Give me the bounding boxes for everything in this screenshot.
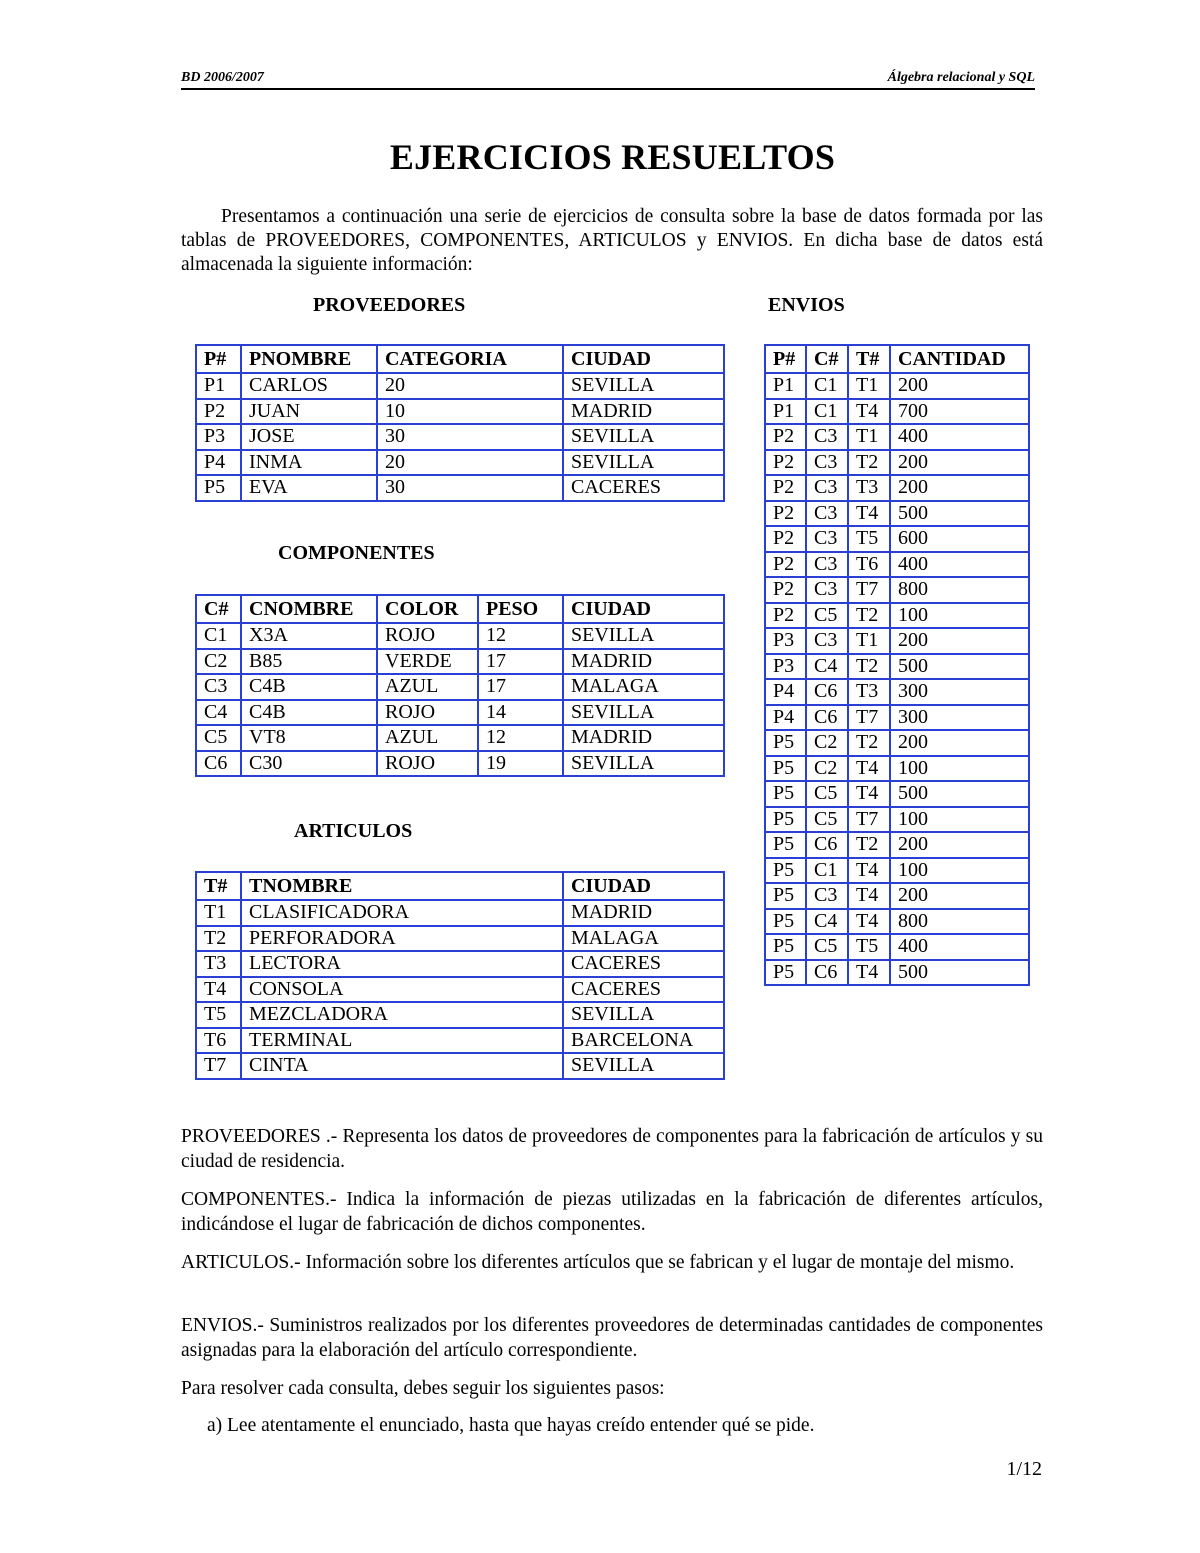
header-row <box>196 872 724 900</box>
table-cell: P5 <box>196 475 241 501</box>
table-cell: P4 <box>765 679 806 705</box>
table-cell: C3 <box>806 883 848 909</box>
table-cell: C3 <box>196 674 241 700</box>
column-header: PESO <box>478 595 563 623</box>
column-header: T# <box>196 872 241 900</box>
table-cell: P5 <box>765 807 806 833</box>
articulos-table <box>195 871 725 1080</box>
table-cell: P5 <box>765 909 806 935</box>
table-cell: 800 <box>890 909 1029 935</box>
table-cell: T4 <box>848 501 890 527</box>
table-cell: AZUL <box>377 725 478 751</box>
table-cell: 600 <box>890 526 1029 552</box>
table-cell: T1 <box>848 424 890 450</box>
table-cell: P5 <box>765 883 806 909</box>
table-cell: 17 <box>478 674 563 700</box>
column-header: CIUDAD <box>563 345 724 373</box>
table-cell: C1 <box>806 399 848 425</box>
table-cell: C3 <box>806 526 848 552</box>
table-row <box>196 977 724 1003</box>
table-cell: C2 <box>806 730 848 756</box>
table-cell: P5 <box>765 858 806 884</box>
table-cell: 100 <box>890 807 1029 833</box>
table-cell: C4B <box>241 700 377 726</box>
table-row <box>196 674 724 700</box>
table-cell: C6 <box>806 960 848 986</box>
table-cell: 30 <box>377 475 563 501</box>
table-row <box>196 725 724 751</box>
table-cell: P5 <box>765 756 806 782</box>
table-cell: VT8 <box>241 725 377 751</box>
table-cell: AZUL <box>377 674 478 700</box>
table-cell: C2 <box>806 756 848 782</box>
description-articulos: ARTICULOS.- Información sobre los diferentes artículos que se fabrican y el lugar de montaje del mismo. <box>181 1252 1015 1273</box>
table-row <box>765 883 1029 909</box>
table-row <box>196 623 724 649</box>
table-cell: 100 <box>890 756 1029 782</box>
header-row <box>196 595 724 623</box>
table-cell: C4 <box>806 654 848 680</box>
table-cell: T5 <box>848 526 890 552</box>
table-cell: P5 <box>765 730 806 756</box>
proveedores-table <box>195 344 725 502</box>
column-header: CIUDAD <box>563 595 724 623</box>
table-cell: C1 <box>806 373 848 399</box>
table-cell: 12 <box>478 725 563 751</box>
table-row <box>196 475 724 501</box>
table-cell: C3 <box>806 424 848 450</box>
table-cell: P1 <box>196 373 241 399</box>
table-cell: P3 <box>196 424 241 450</box>
table-cell: T3 <box>196 951 241 977</box>
description-componentes: COMPONENTES.- Indica la información de piezas utilizadas en la fabricación de diferentes artículos, indicándose el lugar de fabricación de dichos componentes. <box>181 1189 1043 1235</box>
table-cell: CINTA <box>241 1053 563 1079</box>
intro-paragraph: Presentamos a continuación una serie de ejercicios de consulta sobre la base de datos formada por las tablas de PROVEEDORES, COMPONENTES, ARTICULOS y ENVIOS. En dicha base de datos está almacenada la siguiente información: <box>181 206 1043 275</box>
table-cell: MADRID <box>563 900 724 926</box>
componentes-table <box>195 594 725 777</box>
table-cell: P5 <box>765 781 806 807</box>
table-row <box>196 751 724 777</box>
table-cell: ROJO <box>377 700 478 726</box>
table-cell: 17 <box>478 649 563 675</box>
table-row <box>765 909 1029 935</box>
table-cell: T4 <box>848 756 890 782</box>
table-cell: ROJO <box>377 751 478 777</box>
table-cell: P3 <box>765 628 806 654</box>
table-cell: C3 <box>806 450 848 476</box>
table-cell: C30 <box>241 751 377 777</box>
table-cell: C6 <box>196 751 241 777</box>
table-cell: 700 <box>890 399 1029 425</box>
table-cell: C5 <box>806 807 848 833</box>
table-cell: 500 <box>890 501 1029 527</box>
table-cell: TERMINAL <box>241 1028 563 1054</box>
table-cell: 300 <box>890 679 1029 705</box>
table-cell: P2 <box>196 399 241 425</box>
table-row <box>196 951 724 977</box>
table-cell: 100 <box>890 858 1029 884</box>
table-row <box>765 679 1029 705</box>
page-header <box>181 68 1035 90</box>
table-cell: T4 <box>848 883 890 909</box>
table-cell: P5 <box>765 934 806 960</box>
envios-caption: ENVIOS <box>768 294 845 316</box>
table-row <box>765 603 1029 629</box>
table-cell: P4 <box>196 450 241 476</box>
table-cell: T6 <box>848 552 890 578</box>
articulos-caption: ARTICULOS <box>294 820 413 842</box>
table-cell: 20 <box>377 373 563 399</box>
table-cell: 200 <box>890 730 1029 756</box>
table-cell: T7 <box>848 577 890 603</box>
table-row <box>765 450 1029 476</box>
table-cell: T2 <box>848 654 890 680</box>
table-row <box>765 628 1029 654</box>
table-row <box>196 373 724 399</box>
table-cell: P5 <box>765 832 806 858</box>
table-cell: 20 <box>377 450 563 476</box>
table-row <box>765 832 1029 858</box>
table-cell: C3 <box>806 552 848 578</box>
table-cell: BARCELONA <box>563 1028 724 1054</box>
table-cell: PERFORADORA <box>241 926 563 952</box>
table-cell: SEVILLA <box>563 450 724 476</box>
column-header: CATEGORIA <box>377 345 563 373</box>
column-header: CNOMBRE <box>241 595 377 623</box>
table-cell: C6 <box>806 679 848 705</box>
table-cell: 14 <box>478 700 563 726</box>
table-cell: T4 <box>848 858 890 884</box>
table-cell: SEVILLA <box>563 1002 724 1028</box>
table-cell: P3 <box>765 654 806 680</box>
column-header: PNOMBRE <box>241 345 377 373</box>
table-cell: SEVILLA <box>563 424 724 450</box>
table-row <box>196 450 724 476</box>
table-cell: T4 <box>848 960 890 986</box>
table-row <box>765 424 1029 450</box>
column-header: TNOMBRE <box>241 872 563 900</box>
table-cell: P2 <box>765 603 806 629</box>
table-cell: T5 <box>848 934 890 960</box>
header-course: BD 2006/2007 <box>181 70 264 85</box>
table-cell: T4 <box>196 977 241 1003</box>
table-row <box>196 700 724 726</box>
table-cell: C2 <box>196 649 241 675</box>
column-header: CIUDAD <box>563 872 724 900</box>
table-cell: LECTORA <box>241 951 563 977</box>
table-cell: SEVILLA <box>563 700 724 726</box>
table-cell: C4 <box>196 700 241 726</box>
table-cell: 200 <box>890 450 1029 476</box>
table-row <box>196 1002 724 1028</box>
header-topic: Álgebra relacional y SQL <box>887 70 1035 85</box>
table-cell: P2 <box>765 552 806 578</box>
table-cell: JOSE <box>241 424 377 450</box>
table-cell: EVA <box>241 475 377 501</box>
table-cell: C1 <box>806 858 848 884</box>
table-cell: T3 <box>848 679 890 705</box>
table-cell: T4 <box>848 781 890 807</box>
column-header: C# <box>196 595 241 623</box>
table-cell: T3 <box>848 475 890 501</box>
table-cell: 500 <box>890 781 1029 807</box>
table-cell: 200 <box>890 883 1029 909</box>
column-header: COLOR <box>377 595 478 623</box>
table-row <box>196 399 724 425</box>
table-cell: 500 <box>890 960 1029 986</box>
table-cell: C3 <box>806 475 848 501</box>
table-cell: T7 <box>848 705 890 731</box>
table-row <box>196 926 724 952</box>
table-cell: SEVILLA <box>563 373 724 399</box>
table-row <box>196 900 724 926</box>
table-cell: 400 <box>890 552 1029 578</box>
table-row <box>765 781 1029 807</box>
table-cell: C4 <box>806 909 848 935</box>
table-cell: CLASIFICADORA <box>241 900 563 926</box>
table-row <box>765 475 1029 501</box>
table-cell: 200 <box>890 373 1029 399</box>
table-cell: P5 <box>765 960 806 986</box>
table-cell: T4 <box>848 399 890 425</box>
step-a: a) Lee atentamente el enunciado, hasta que hayas creído entender qué se pide. <box>207 1415 815 1436</box>
table-cell: T2 <box>848 603 890 629</box>
table-cell: B85 <box>241 649 377 675</box>
envios-table <box>764 344 1030 986</box>
table-cell: SEVILLA <box>563 751 724 777</box>
table-cell: 400 <box>890 424 1029 450</box>
table-cell: P4 <box>765 705 806 731</box>
header-row <box>196 345 724 373</box>
table-row <box>765 526 1029 552</box>
table-cell: MADRID <box>563 649 724 675</box>
table-row <box>196 1053 724 1079</box>
table-cell: CACERES <box>563 977 724 1003</box>
table-cell: MADRID <box>563 399 724 425</box>
table-cell: P2 <box>765 501 806 527</box>
table-row <box>196 424 724 450</box>
column-header: C# <box>806 345 848 373</box>
table-cell: 200 <box>890 628 1029 654</box>
table-cell: P2 <box>765 450 806 476</box>
table-cell: C5 <box>806 934 848 960</box>
table-row <box>765 934 1029 960</box>
table-cell: MALAGA <box>563 674 724 700</box>
table-cell: X3A <box>241 623 377 649</box>
table-cell: C5 <box>806 781 848 807</box>
table-row <box>765 399 1029 425</box>
table-cell: VERDE <box>377 649 478 675</box>
table-cell: 12 <box>478 623 563 649</box>
table-cell: SEVILLA <box>563 623 724 649</box>
table-row <box>765 807 1029 833</box>
table-cell: T2 <box>196 926 241 952</box>
table-cell: P1 <box>765 399 806 425</box>
table-cell: ROJO <box>377 623 478 649</box>
table-cell: 100 <box>890 603 1029 629</box>
table-row <box>765 858 1029 884</box>
table-cell: CARLOS <box>241 373 377 399</box>
table-cell: 200 <box>890 832 1029 858</box>
table-cell: C6 <box>806 705 848 731</box>
table-cell: C5 <box>196 725 241 751</box>
table-cell: P2 <box>765 424 806 450</box>
table-cell: 400 <box>890 934 1029 960</box>
proveedores-caption: PROVEEDORES <box>313 294 466 316</box>
column-header: P# <box>765 345 806 373</box>
column-header: P# <box>196 345 241 373</box>
table-cell: T2 <box>848 832 890 858</box>
table-cell: 800 <box>890 577 1029 603</box>
table-cell: MALAGA <box>563 926 724 952</box>
table-cell: C1 <box>196 623 241 649</box>
table-row <box>765 552 1029 578</box>
table-cell: CONSOLA <box>241 977 563 1003</box>
table-row <box>765 501 1029 527</box>
table-cell: P2 <box>765 475 806 501</box>
table-cell: T4 <box>848 909 890 935</box>
column-header: CANTIDAD <box>890 345 1029 373</box>
table-cell: C5 <box>806 603 848 629</box>
table-cell: 10 <box>377 399 563 425</box>
table-cell: C3 <box>806 501 848 527</box>
table-row <box>765 654 1029 680</box>
table-cell: T2 <box>848 450 890 476</box>
table-cell: T7 <box>196 1053 241 1079</box>
table-cell: CACERES <box>563 951 724 977</box>
header-row <box>765 345 1029 373</box>
table-cell: P2 <box>765 526 806 552</box>
table-row <box>765 373 1029 399</box>
table-cell: 500 <box>890 654 1029 680</box>
table-cell: T5 <box>196 1002 241 1028</box>
page-number: 1/12 <box>1006 1458 1042 1480</box>
table-row <box>196 1028 724 1054</box>
table-cell: T1 <box>848 628 890 654</box>
table-cell: P2 <box>765 577 806 603</box>
table-cell: 30 <box>377 424 563 450</box>
table-row <box>765 730 1029 756</box>
table-cell: C3 <box>806 628 848 654</box>
table-cell: C6 <box>806 832 848 858</box>
table-cell: T6 <box>196 1028 241 1054</box>
table-row <box>765 960 1029 986</box>
table-cell: 300 <box>890 705 1029 731</box>
description-proveedores: PROVEEDORES .- Representa los datos de proveedores de componentes para la fabricación de artículos y su ciudad de residencia. <box>181 1126 1043 1172</box>
table-cell: 19 <box>478 751 563 777</box>
table-row <box>765 756 1029 782</box>
table-cell: JUAN <box>241 399 377 425</box>
table-cell: C4B <box>241 674 377 700</box>
table-cell: T1 <box>196 900 241 926</box>
description-envios: ENVIOS.- Suministros realizados por los diferentes proveedores de determinadas cantidades de componentes asignadas para la elaboración del artículo correspondiente. <box>181 1315 1043 1361</box>
table-cell: SEVILLA <box>563 1053 724 1079</box>
table-row <box>765 577 1029 603</box>
table-cell: T1 <box>848 373 890 399</box>
table-cell: C3 <box>806 577 848 603</box>
table-cell: T7 <box>848 807 890 833</box>
table-cell: 200 <box>890 475 1029 501</box>
componentes-caption: COMPONENTES <box>278 542 435 564</box>
steps-intro: Para resolver cada consulta, debes seguir los siguientes pasos: <box>181 1378 665 1399</box>
table-cell: P1 <box>765 373 806 399</box>
column-header: T# <box>848 345 890 373</box>
table-cell: MEZCLADORA <box>241 1002 563 1028</box>
table-cell: MADRID <box>563 725 724 751</box>
table-row <box>765 705 1029 731</box>
table-cell: CACERES <box>563 475 724 501</box>
table-row <box>196 649 724 675</box>
table-cell: INMA <box>241 450 377 476</box>
table-cell: T2 <box>848 730 890 756</box>
page-title: EJERCICIOS RESUELTOS <box>389 137 836 177</box>
